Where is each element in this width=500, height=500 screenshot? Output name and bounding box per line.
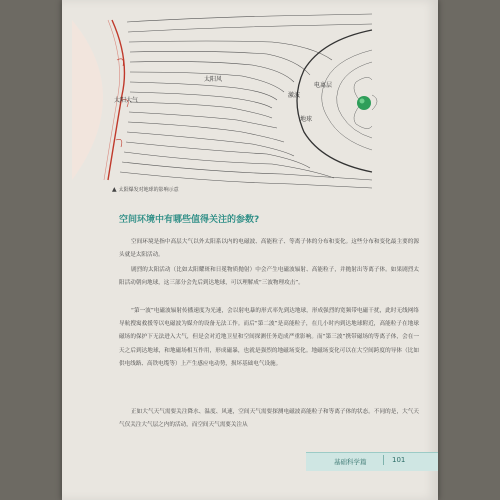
paragraph-2: 剧烈的太阳活动（比如太阳耀斑和日冕物质抛射）中会产生电磁波辐射、高能粒子，并抛射出等离子体。如果剧烈太阳活动朝向地球，这三部分会先后到达地球，可以理解成“三波物理攻击”。 [119,267,419,287]
caption-triangle-icon: ▲ [112,186,117,193]
caption-text: 太阳爆发对地球的影响示意 [118,187,179,193]
paragraph-4: 正如大气天气需要关注降水、温度、风速，空间天气需要探测电磁波高能粒子和等离子体的状态。不同的是，大气天气仅关注大气层之内的活动，而空间天气需要关注从 [119,409,419,429]
section-title: 空间环境中有哪些值得关注的参数? [119,215,260,225]
footer-separator [383,455,384,465]
paragraph-3: “第一波”电磁波辐射传播速度为光速，会以射电暴的形式率先到达地球，形成强烈的宽频带电磁干扰，此时无线网络导航搜寓救援等以电磁波为媒介的设备无法工作。而后“第二波”是高能粒子，在几小时内到达地球附近，高能粒子在地球磁场的保护下无法进入大气，但是会对近地卫星和空间探测任务造成严重影响。而“第三波”携带磁场的等离子体，会在一天之后到达地球，和地磁场相互作用，形成磁暴，也就是强烈的地磁场变化。地磁场变化可以在大空间跨度的导体（比如供电线路、高铁电缆等）上产生感应电动势，损坏基础电气设施。 [119,308,419,367]
sun-surface [72,20,103,180]
footer-bar [306,452,438,471]
solar-wind-lines [120,14,372,188]
solar-atmosphere-label: 太阳大气 [114,97,139,104]
figure-caption [112,186,179,193]
paragraph-1: 空间环境是指中高层大气以外太阳系以内的电磁波、高能粒子、等离子体的分布和变化。这些分布和变化最主要的源头就是太阳活动。 [119,239,419,259]
bow-shock-label: 激波 [288,92,301,99]
solar-wind-label: 太阳风 [204,76,223,83]
footer-book-title: 基础科学篇 [334,458,367,466]
book-page [62,0,438,500]
earth-icon [357,96,371,110]
page-number: 101 [392,456,406,464]
magnetosphere-label: 电离层 [314,82,333,89]
earth-label: 地球 [300,116,313,123]
